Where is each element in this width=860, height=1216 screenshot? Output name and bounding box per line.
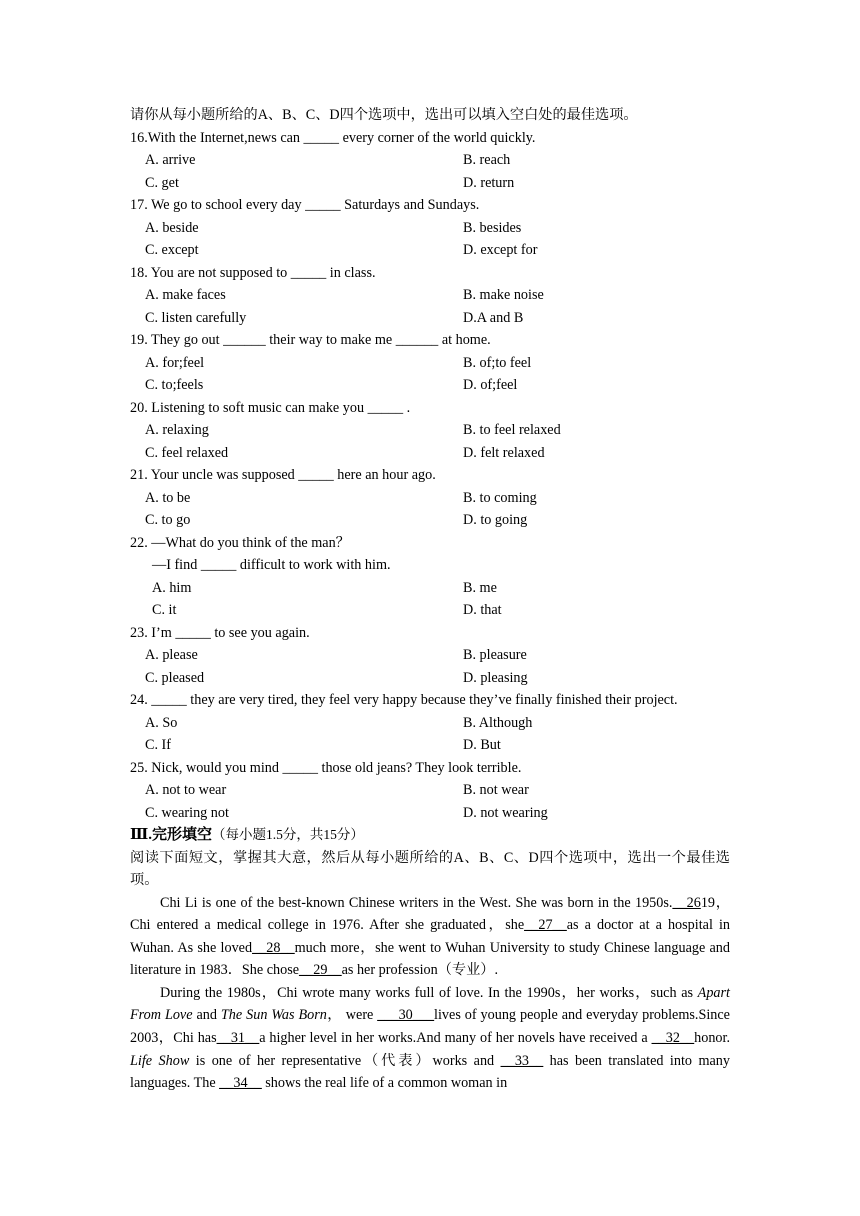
question-stem: 23. I’m _____ to see you again.: [130, 624, 310, 641]
option-a: A. arrive: [145, 152, 196, 168]
options-row: [130, 307, 730, 330]
blank-27: __27__: [524, 917, 567, 934]
option-b: B. me: [463, 579, 497, 596]
options-row: [130, 217, 730, 240]
option-d: D. that: [463, 602, 502, 618]
passage-text: Chi Li is one of the best-known Chinese writers in the West. She was born in the 1950s.: [160, 894, 673, 911]
passage-text: as a doctor at a hospital in Wuhan. As she loved: [130, 917, 730, 956]
option-c: C. except: [145, 242, 199, 258]
options-row: [130, 802, 730, 825]
option-d: D. But: [463, 737, 501, 753]
option-c: C. listen carefully: [145, 309, 247, 326]
options-row: [130, 644, 730, 667]
blank-30: ___30___: [377, 1007, 435, 1024]
passage-text: much more，she went to Wuhan University to study Chinese language and literature in 1983．She chose: [130, 939, 730, 979]
options-row: [130, 599, 730, 622]
passage-text: 19，Chi entered a medical college in 1976. After she graduated，she: [130, 894, 730, 934]
passage-paragraph-1: [130, 892, 730, 982]
options-row: [130, 667, 730, 690]
options-row: [130, 779, 730, 802]
option-b: B. to coming: [463, 489, 537, 506]
option-c: C. get: [145, 174, 179, 191]
book-title: Life Show: [130, 1052, 190, 1069]
blank-26: __26: [672, 894, 701, 911]
option-c: C. to;feels: [145, 377, 204, 393]
options-row: [130, 374, 730, 397]
option-c: C. it: [152, 602, 177, 618]
option-c: C. pleased: [145, 669, 205, 686]
option-b: B. to feel relaxed: [463, 422, 561, 438]
blank-29: __29__: [299, 962, 342, 979]
option-a: A. not to wear: [145, 782, 227, 798]
question-stem: 20. Listening to soft music can make you _____ .: [130, 399, 411, 416]
options-row: [130, 149, 730, 172]
section-instruction: 阅读下面短文，掌握其大意，然后从每小题所给的A、B、C、D四个选项中，选出一个最佳选项。: [130, 849, 730, 888]
passage-text: has been translated into many languages. The: [130, 1052, 730, 1092]
option-b: B. of;to feel: [463, 354, 532, 371]
passage-text: shows the real life of a common woman in: [261, 1075, 508, 1092]
option-d: D. except for: [463, 242, 538, 258]
option-c: C. If: [145, 737, 172, 753]
option-c: C. wearing not: [145, 804, 229, 821]
option-d: D. pleasing: [463, 669, 528, 686]
option-a: A. So: [145, 714, 178, 731]
blank-33: __33__: [500, 1052, 544, 1069]
book-title: Apart From Love: [130, 984, 730, 1024]
option-d: D. return: [463, 174, 515, 191]
question-stem-reply: —I find _____ difficult to work with him.: [152, 557, 391, 573]
section-note: （每小题1.5分，共15分）: [212, 827, 364, 842]
question-stem: 24. _____ they are very tired, they feel very happy because they’ve finally finished their project.: [130, 692, 678, 708]
option-d: D. felt relaxed: [463, 444, 545, 461]
option-a: A. beside: [145, 219, 199, 236]
options-row: [130, 712, 730, 735]
question-stem: 19. They go out ______ their way to make me ______ at home.: [130, 332, 491, 348]
option-b: B. besides: [463, 219, 522, 236]
option-d: D. not wearing: [463, 804, 548, 821]
options-row: [130, 352, 730, 375]
options-row: [130, 509, 730, 532]
question-stem: 17. We go to school every day _____ Saturdays and Sundays.: [130, 197, 480, 213]
passage-text: During the 1980s，Chi wrote many works full of love. In the 1990s，her works，such as: [160, 984, 698, 1001]
question-stem: 18. You are not supposed to _____ in class.: [130, 264, 376, 281]
options-row: [130, 172, 730, 195]
blank-34: __34__: [219, 1075, 262, 1092]
passage-text: is one of her representative（代表）works and: [189, 1052, 501, 1069]
options-row: [130, 577, 730, 600]
option-a: A. him: [152, 579, 192, 596]
option-a: A. relaxing: [145, 422, 209, 438]
passage-text: as her profession（专业）.: [341, 962, 499, 979]
options-row: [130, 239, 730, 262]
option-a: A. please: [145, 647, 198, 663]
passage-text: and: [192, 1007, 221, 1024]
option-c: C. to go: [145, 512, 191, 528]
option-b: B. Although: [463, 714, 533, 731]
option-a: A. for;feel: [145, 354, 205, 371]
option-a: A. make faces: [145, 287, 226, 303]
passage-text: honor.: [694, 1030, 730, 1047]
question-stem: 16.With the Internet,news can _____ every corner of the world quickly.: [130, 129, 536, 146]
book-title: The Sun Was Born: [220, 1007, 327, 1024]
blank-31: __31__: [216, 1030, 260, 1047]
document-page: [130, 104, 730, 1095]
options-row: [130, 284, 730, 307]
option-b: B. make noise: [463, 287, 544, 303]
options-row: [130, 419, 730, 442]
section-heading: [130, 824, 730, 847]
passage-paragraph-2: [130, 982, 730, 1095]
option-c: C. feel relaxed: [145, 444, 229, 461]
passage-text: ， were: [326, 1007, 378, 1024]
option-d: D.A and B: [463, 309, 524, 326]
question-stem: 22. —What do you think of the man？: [130, 534, 350, 551]
option-a: A. to be: [145, 489, 191, 506]
instruction: 请你从每小题所给的A、B、C、D四个选项中，选出可以填入空白处的最佳选项。: [130, 107, 638, 123]
question-stem: 25. Nick, would you mind _____ those old jeans? They look terrible.: [130, 759, 522, 776]
options-row: [130, 734, 730, 757]
option-b: B. reach: [463, 152, 511, 168]
passage-text: lives of young people and everyday problems.Since 2003，Chi has: [130, 1007, 730, 1047]
blank-28: __28__: [252, 939, 295, 956]
option-b: B. not wear: [463, 782, 529, 798]
passage: [130, 892, 730, 1095]
options-row: [130, 487, 730, 510]
question-stem: 21. Your uncle was supposed _____ here an hour ago.: [130, 467, 436, 483]
option-d: D. of;feel: [463, 377, 518, 393]
option-d: D. to going: [463, 512, 528, 528]
passage-text: a higher level in her works.And many of her novels have received a: [259, 1030, 652, 1047]
options-row: [130, 442, 730, 465]
option-b: B. pleasure: [463, 647, 527, 663]
blank-32: __32__: [651, 1030, 695, 1047]
section-title: Ⅲ.完形填空: [130, 827, 213, 843]
